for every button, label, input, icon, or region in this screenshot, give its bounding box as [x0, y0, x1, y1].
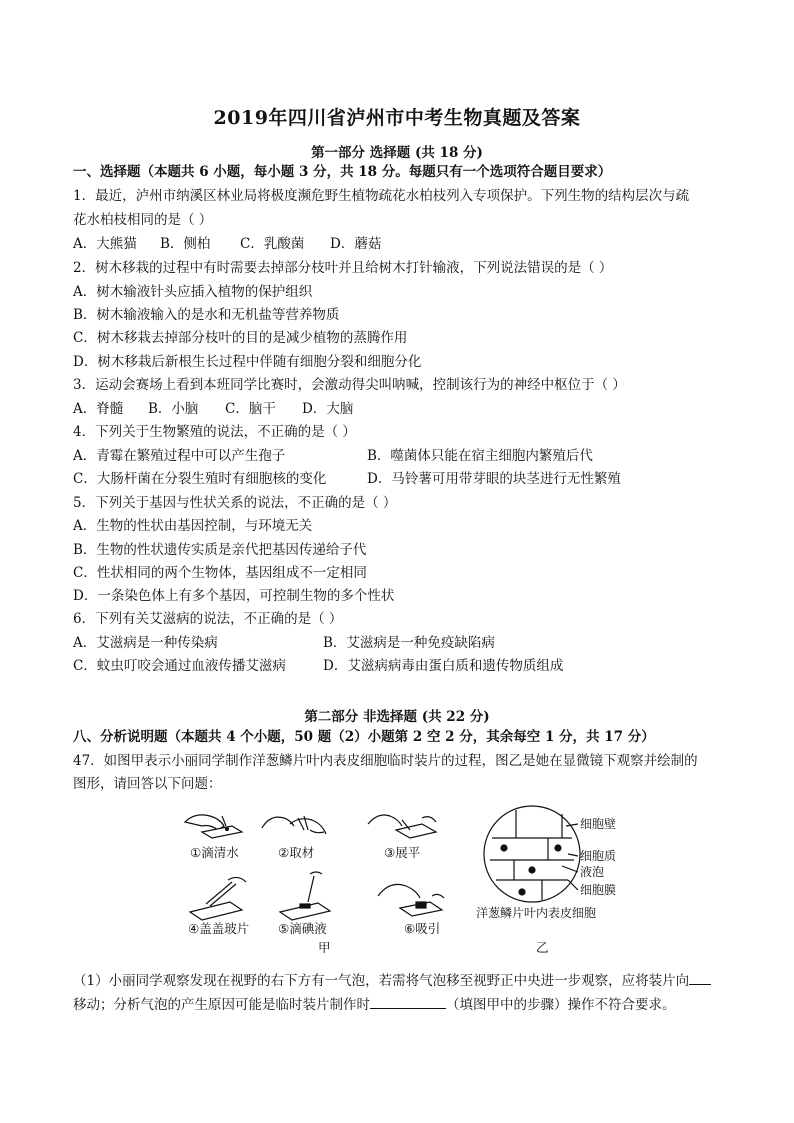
q5-option-a: A．生物的性状由基因控制，与环境无关: [73, 518, 313, 534]
step3-illustration: [368, 815, 436, 838]
label-cytoplasm: 细胞质: [580, 849, 617, 863]
q6-stem: 6．下列有关艾滋病的说法，不正确的是（ ）: [73, 611, 343, 627]
q4-option-c: C．大肠杆菌在分裂生殖时有细胞核的变化: [73, 471, 327, 487]
q5-option-d: D．一条染色体上有多个基因，可控制生物的多个性状: [73, 588, 395, 604]
step4-label: ④盖盖玻片: [188, 921, 250, 936]
label-cell-membrane: 细胞膜: [580, 883, 617, 897]
q2-stem: 2．树木移栽的过程中有时需要去掉部分枝叶并且给树木打针输液，下列说法错误的是（ ）: [73, 260, 613, 276]
q47-sub1-text1: （1）小丽同学观察发现在视野的右下方有一气泡，若需将气泡移至视野正中央进一步观察，应将装片向: [73, 973, 690, 989]
step4-illustration: [190, 877, 246, 920]
label-vacuole: 液泡: [580, 865, 605, 879]
q6-option-c: C．蚊虫叮咬会通过血液传播艾滋病: [73, 658, 286, 674]
q47-sub1-line1: [73, 970, 711, 990]
q5-option-b: B．生物的性状遗传实质是亲代把基因传递给子代: [73, 542, 367, 558]
q47-sub1-text2a: 移动；分析气泡的产生原因可能是临时装片制作时: [73, 997, 370, 1013]
figure-label-yi: 乙: [536, 940, 549, 955]
q1-option-b: B．侧柏: [160, 236, 211, 252]
q47-sub1-text2b: （填图甲中的步骤）操作不符合要求。: [446, 997, 676, 1013]
q4-stem: 4．下列关于生物繁殖的说法，不正确的是（ ）: [73, 424, 356, 440]
q5-stem: 5．下列关于基因与性状关系的说法，不正确的是（ ）: [73, 495, 397, 511]
q3-stem: 3．运动会赛场上看到本班同学比赛时，会激动得尖叫呐喊，控制该行为的神经中枢位于（ ）: [73, 377, 626, 393]
label-cell-wall: 细胞壁: [580, 817, 617, 831]
q3-option-b: B．小脑: [148, 401, 199, 417]
answer-blank-step[interactable]: [370, 994, 446, 1009]
page-title: 2019年四川省泸州市中考生物真题及答案: [213, 107, 581, 129]
step5-illustration: [280, 872, 330, 920]
step1-illustration: [185, 815, 242, 838]
q1-stem-line1: 1．最近，泸州市纳溪区林业局将极度濒危野生植物疏花水柏枝列入专项保护。下列生物的结构层次与疏: [73, 188, 690, 204]
q4-option-a: A．青霉在繁殖过程中可以产生孢子: [73, 448, 286, 464]
step3-label: ③展平: [384, 845, 421, 860]
q47-sub1-line2: [73, 994, 676, 1014]
section1-heading: 一、选择题（本题共 6 小题，每小题 3 分，共 18 分。每题只有一个选项符合题目要求）: [73, 164, 612, 180]
q4-option-d: D．马铃薯可用带芽眼的块茎进行无性繁殖: [367, 471, 621, 487]
q3-option-d: D．大脑: [302, 401, 354, 417]
q3-option-c: C．脑干: [225, 401, 276, 417]
part1-heading: 第一部分 选择题 (共 18 分): [311, 145, 483, 161]
onion-cell-diagram: [484, 806, 580, 902]
step5-label: ⑤滴碘液: [278, 921, 327, 936]
figure-label-jia: 甲: [318, 940, 331, 955]
q1-option-d: D．蘑菇: [330, 236, 382, 252]
figure-slide-preparation: [170, 800, 640, 960]
q6-option-a: A．艾滋病是一种传染病: [73, 635, 218, 651]
q5-option-c: C．性状相同的两个生物体，基因组成不一定相同: [73, 565, 367, 581]
q2-option-a: A．树木输液针头应插入植物的保护组织: [73, 284, 313, 300]
q1-option-c: C．乳酸菌: [240, 236, 305, 252]
step1-label: ①滴清水: [190, 845, 239, 860]
q3-option-a: A．脊髓: [73, 401, 124, 417]
q6-option-d: D．艾滋病病毒由蛋白质和遗传物质组成: [323, 658, 564, 674]
q2-option-b: B．树木输液输入的是水和无机盐等营养物质: [73, 307, 340, 323]
q2-option-d: D．树木移栽后新根生长过程中伴随有细胞分裂和细胞分化: [73, 354, 422, 370]
q1-option-a: A．大熊猫: [73, 236, 137, 252]
q2-option-c: C．树木移栽去掉部分枝叶的目的是减少植物的蒸腾作用: [73, 330, 408, 346]
step2-illustration: [262, 816, 326, 834]
answer-blank-direction[interactable]: [689, 970, 711, 985]
step2-label: ②取材: [278, 845, 315, 860]
section8-heading: 八、分析说明题（本题共 4 个小题，50 题（2）小题第 2 空 2 分，其余每空 1 分，共 17 分）: [73, 729, 655, 745]
cell-caption: 洋葱鳞片叶内表皮细胞: [476, 906, 597, 920]
step6-illustration: [378, 884, 444, 916]
q47-stem-line1: 47．如图甲表示小丽同学制作洋葱鳞片叶内表皮细胞临时装片的过程，图乙是她在显微镜下观察并绘制的: [73, 753, 698, 769]
step6-label: ⑥吸引: [404, 921, 441, 936]
q47-stem-line2: 图形，请回答以下问题：: [73, 776, 222, 792]
q4-option-b: B．噬菌体只能在宿主细胞内繁殖后代: [367, 448, 593, 464]
q6-option-b: B．艾滋病是一种免疫缺陷病: [323, 635, 495, 651]
q1-stem-line2: 花水柏枝相同的是（ ）: [73, 212, 213, 228]
part2-heading: 第二部分 非选择题 (共 22 分): [304, 709, 490, 725]
